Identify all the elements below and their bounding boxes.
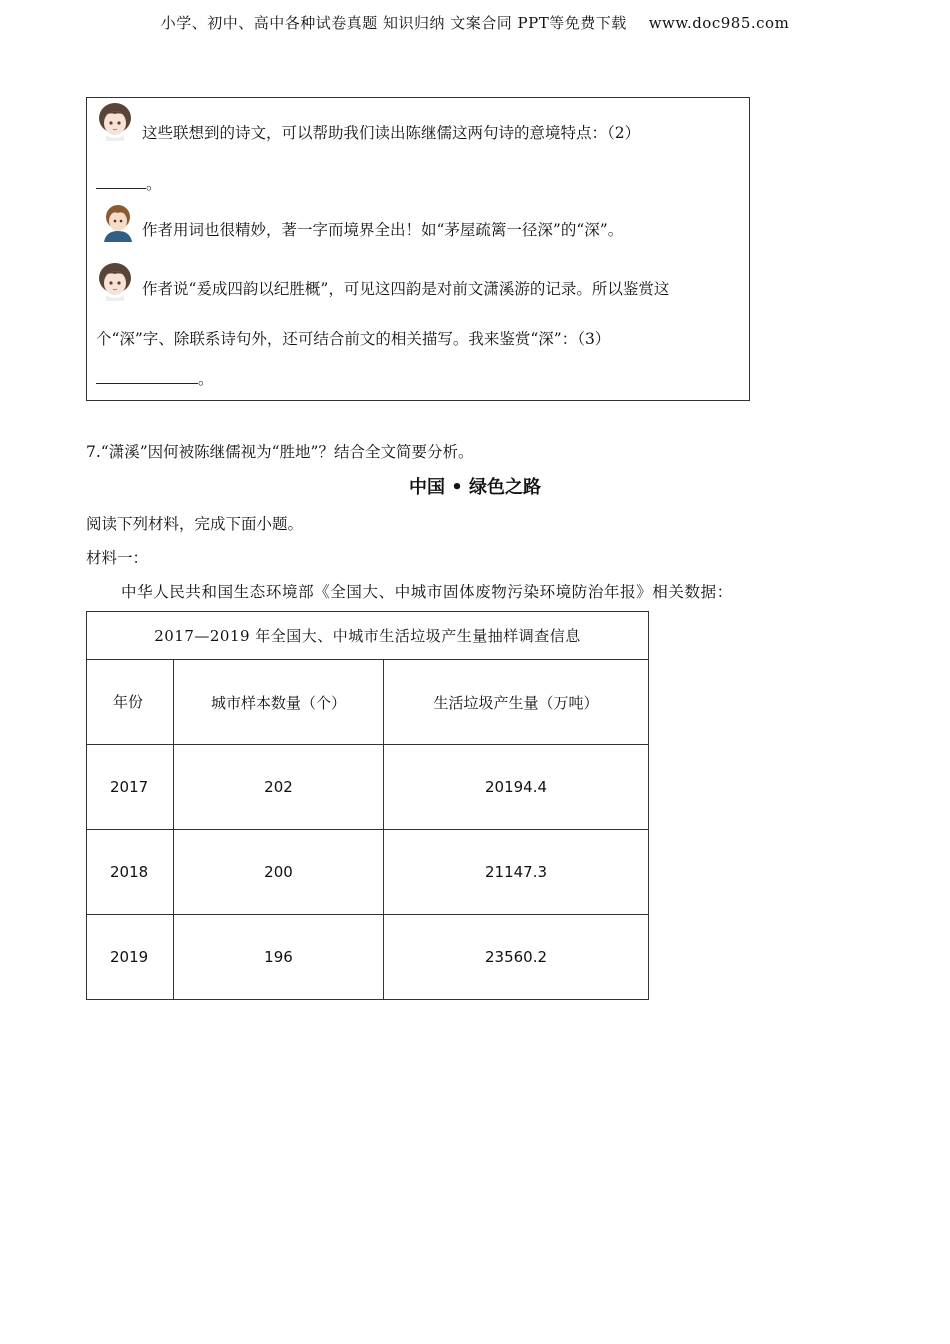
dialog-blank-3[interactable] bbox=[96, 367, 214, 389]
table-row bbox=[87, 830, 649, 915]
cell-amount: 21147.3 bbox=[384, 830, 649, 915]
cell-year bbox=[87, 745, 174, 830]
cell-amount: 23560.2 bbox=[384, 915, 649, 1000]
girl-avatar-icon bbox=[97, 101, 133, 141]
table-caption: 2017—2019 年全国大、中城市生活垃圾产生量抽样调查信息 bbox=[87, 612, 649, 660]
table-row bbox=[87, 915, 649, 1000]
material-label: 材料一： bbox=[86, 549, 149, 567]
blank-3-period: 。 bbox=[198, 370, 214, 388]
boy-avatar-icon bbox=[100, 202, 136, 242]
dialog-line-1: 这些联想到的诗文，可以帮助我们读出陈继儒这两句诗的意境特点：（2） bbox=[142, 124, 641, 142]
section-title: 中国 • 绿色之路 bbox=[408, 477, 542, 498]
header-site: www.doc985.com bbox=[648, 14, 790, 32]
data-table bbox=[86, 611, 649, 1000]
cell-amount: 20194.4 bbox=[384, 745, 649, 830]
blank-2-period: 。 bbox=[146, 175, 162, 193]
instruction-text: 阅读下列材料，完成下面小题。 bbox=[86, 515, 304, 533]
cell-samples: 200 bbox=[174, 830, 384, 915]
dialog-line-4: 个“深”字、除联系诗句外，还可结合前文的相关描写。我来鉴赏“深”：（3） bbox=[96, 330, 611, 348]
dialog-blank-2[interactable] bbox=[96, 172, 162, 194]
answer-blank-2[interactable] bbox=[96, 187, 146, 189]
header-year-label: 年份 bbox=[113, 692, 144, 711]
page-header bbox=[0, 12, 950, 33]
year-value: 2017 bbox=[110, 777, 149, 796]
source-text: 中华人民共和国生态环境部《全国大、中城市固体废物污染环境防治年报》相关数据： bbox=[121, 583, 733, 601]
cell-year bbox=[87, 830, 174, 915]
dialog-line-3: 作者说“爰成四韵以纪胜概”，可见这四韵是对前文潇溪游的记录。所以鉴赏这 bbox=[142, 280, 670, 298]
header-samples: 城市样本数量（个） bbox=[174, 660, 384, 745]
cell-year bbox=[87, 915, 174, 1000]
header-amount: 生活垃圾产生量（万吨） bbox=[384, 660, 649, 745]
question-7: 7.“潇溪”因何被陈继儒视为“胜地”？结合全文简要分析。 bbox=[86, 443, 474, 461]
cell-samples: 202 bbox=[174, 745, 384, 830]
table-row bbox=[87, 745, 649, 830]
year-value: 2019 bbox=[110, 947, 149, 966]
girl-avatar-icon-2 bbox=[97, 261, 133, 301]
dialog-line-2: 作者用词也很精妙，著一字而境界全出！如“茅屋疏篱一径深”的“深”。 bbox=[142, 221, 624, 239]
answer-blank-3[interactable] bbox=[96, 382, 198, 384]
header-year bbox=[87, 660, 174, 745]
cell-samples: 196 bbox=[174, 915, 384, 1000]
year-value: 2018 bbox=[110, 862, 149, 881]
header-text: 小学、初中、高中各种试卷真题 知识归纳 文案合同 PPT等免费下载 bbox=[160, 14, 627, 32]
